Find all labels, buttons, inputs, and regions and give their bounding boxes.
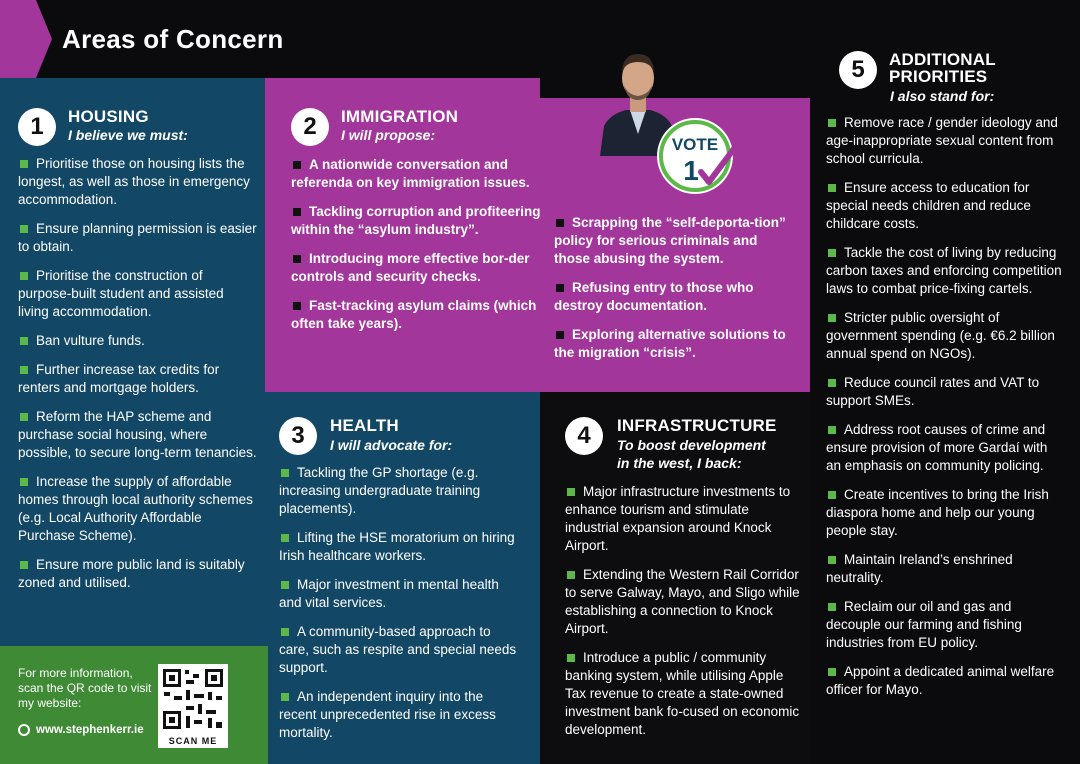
qr-pattern (158, 664, 228, 734)
list-item: Tackle the cost of living by reducing carbon taxes and enforcing competition laws to combat price-fixing cartels. (826, 245, 1062, 296)
bullet-icon (828, 314, 836, 322)
list-item: Exploring alternative solutions to the migration “crisis”. (554, 327, 786, 360)
list-item: Refusing entry to those who destroy documentation. (554, 280, 754, 313)
bullet-icon (281, 469, 289, 477)
bullet-icon (293, 255, 301, 263)
bullet-icon (281, 534, 289, 542)
list-item: Tackling the GP shortage (e.g. increasing undergraduate training placements). (279, 465, 481, 516)
section-number-3: 3 (279, 417, 317, 455)
additional-title-1: ADDITIONAL (889, 50, 996, 69)
bullet-icon (828, 184, 836, 192)
list-item: Introduce a public / community banking system, while utilising Apple Tax revenue to create a state-owned investment bank fo-cused on economic development. (565, 650, 800, 737)
list-item: Major investment in mental health and vital services. (279, 577, 499, 610)
additional-list (826, 114, 1066, 710)
bullet-icon (20, 337, 28, 345)
list-item: A community-based approach to care, such as respite and special needs support. (279, 624, 517, 675)
immigration-list-left (291, 156, 541, 344)
globe-icon (18, 724, 30, 736)
list-item: Prioritise the construction of purpose-built student and assisted living accommodation. (18, 268, 224, 319)
list-item: Further increase tax credits for renters and mortgage holders. (18, 362, 220, 395)
bullet-icon (281, 693, 289, 701)
housing-subtitle: I believe we must: (68, 127, 188, 143)
infrastructure-title: INFRASTRUCTURE (617, 416, 777, 435)
bullet-icon (556, 219, 564, 227)
bullet-icon (20, 561, 28, 569)
list-item: Reclaim our oil and gas and decouple our farming and fishing industries from EU policy. (826, 599, 1022, 650)
housing-title: HOUSING (68, 107, 149, 126)
bullet-icon (828, 491, 836, 499)
additional-title-2: PRIORITIES (889, 67, 988, 86)
list-item: Remove race / gender ideology and age-inappropriate sexual content from school curricula. (826, 115, 1058, 166)
bullet-icon (567, 654, 575, 662)
bullet-icon (20, 272, 28, 280)
list-item: A nationwide conversation and referenda on key immigration issues. (291, 157, 530, 190)
section-number-2: 2 (291, 108, 329, 146)
immigration-title: IMMIGRATION (341, 107, 459, 126)
qr-code[interactable] (158, 664, 228, 748)
bullet-icon (293, 302, 301, 310)
bullet-icon (281, 628, 289, 636)
health-list (279, 464, 519, 753)
bullet-icon (828, 379, 836, 387)
list-item: Fast-tracking asylum claims (which often take years). (291, 298, 537, 331)
list-item: Reduce council rates and VAT to support SMEs. (826, 375, 1040, 408)
housing-list (18, 155, 258, 603)
bullet-icon (556, 284, 564, 292)
immigration-panel-top (265, 78, 540, 98)
list-item: Major infrastructure investments to enhance tourism and stimulate industrial expansion around Knock Airport. (565, 484, 791, 553)
infrastructure-subtitle-1: To boost development (617, 437, 766, 453)
list-item: Extending the Western Rail Corridor to serve Galway, Mayo, and Sligo while establishing a connection to Knock Airport. (565, 567, 800, 636)
page-title: Areas of Concern (62, 24, 284, 54)
list-item: Address root causes of crime and ensure provision of more Gardaí with an emphasis on community policing. (826, 422, 1048, 473)
additional-subtitle: I also stand for: (890, 88, 995, 104)
list-item: Tackling corruption and profiteering within the “asylum industry”. (291, 204, 541, 237)
list-item: Ensure access to education for special needs children and reduce childcare costs. (826, 180, 1031, 231)
list-item: Create incentives to bring the Irish diaspora home and help our young people stay. (826, 487, 1049, 538)
infrastructure-subtitle-2: in the west, I back: (617, 455, 742, 471)
list-item: Increase the supply of affordable homes through local authority schemes (e.g. Local Authority Affordable Purchase Scheme). (18, 474, 253, 543)
section-number-4: 4 (565, 417, 603, 455)
bullet-icon (20, 366, 28, 374)
list-item: Prioritise those on housing lists the longest, as well as those in emergency accommodation. (18, 156, 250, 207)
bullet-icon (828, 603, 836, 611)
bullet-icon (20, 478, 28, 486)
bullet-icon (293, 161, 301, 169)
list-item: Introducing more effective bor-der controls and security checks. (291, 251, 530, 284)
list-item: Ban vulture funds. (18, 332, 258, 350)
list-item: An independent inquiry into the recent unprecedented rise in excess mortality. (279, 689, 496, 740)
bullet-icon (281, 581, 289, 589)
list-item: Appoint a dedicated animal welfare officer for Mayo. (826, 664, 1055, 697)
vote-number: 1 (683, 155, 699, 186)
section-number-1: 1 (18, 108, 56, 146)
bullet-icon (20, 225, 28, 233)
bullet-icon (828, 119, 836, 127)
bullet-icon (828, 426, 836, 434)
website-link[interactable] (18, 724, 144, 736)
immigration-list-right (554, 214, 794, 373)
bullet-icon (567, 571, 575, 579)
bullet-icon (20, 160, 28, 168)
list-item: Maintain Ireland’s enshrined neutrality. (826, 552, 1013, 585)
immigration-subtitle: I will propose: (341, 127, 436, 143)
list-item: Stricter public oversight of government spending (e.g. €6.2 billion annual spend on NGOs). (826, 310, 1055, 361)
bullet-icon (828, 249, 836, 257)
list-item: Ensure more public land is suitably zoned and utilised. (18, 557, 245, 590)
website-info: For more information, scan the QR code to visit my website: (18, 666, 152, 710)
list-item: Scrapping the “self-deporta-tion” policy for serious criminals and those abusing the system. (554, 215, 786, 266)
bullet-icon (567, 488, 575, 496)
bullet-icon (556, 331, 564, 339)
list-item: Ensure planning permission is easier to obtain. (18, 221, 257, 254)
vote-1-badge (655, 116, 743, 196)
infrastructure-list (565, 483, 803, 750)
health-title: HEALTH (330, 416, 399, 435)
bullet-icon (828, 668, 836, 676)
vote-label: VOTE (671, 135, 719, 154)
section-number-5: 5 (839, 51, 877, 89)
bullet-icon (20, 413, 28, 421)
list-item: Reform the HAP scheme and purchase social housing, where possible, to secure long-term tenancies. (18, 409, 257, 460)
health-subtitle: I will advocate for: (330, 437, 453, 453)
list-item: Lifting the HSE moratorium on hiring Irish healthcare workers. (279, 530, 515, 563)
bullet-icon (293, 208, 301, 216)
qr-label: SCAN ME (168, 736, 218, 746)
website-url[interactable]: www.stephenkerr.ie (36, 724, 144, 736)
bullet-icon (828, 556, 836, 564)
